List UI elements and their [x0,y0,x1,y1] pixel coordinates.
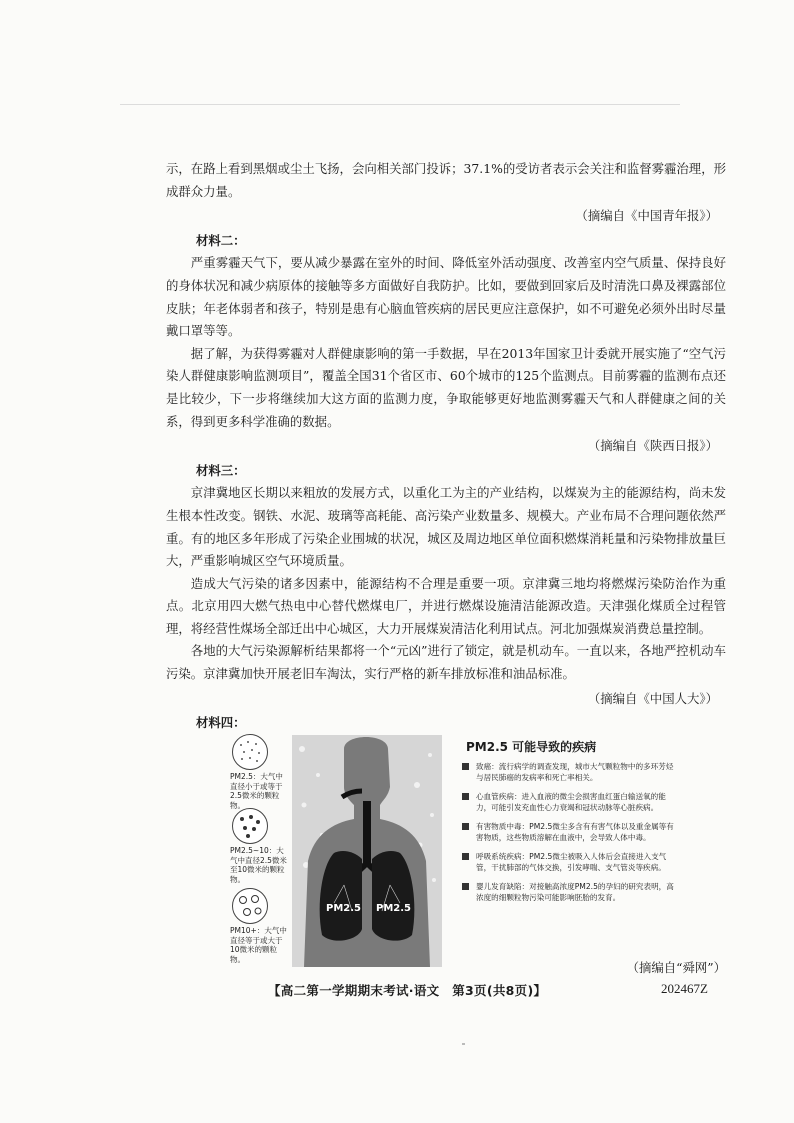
material-3-paragraph-1: 京津冀地区长期以来粗放的发展方式，以重化工为主的产业结构，以煤炭为主的能源结构，尚未发生根本性改变。钢铁、水泥、玻璃等高耗能、高污染产业数量多、规模大。产业布局不合理问题依然严重。有的地区多年形成了污染企业围城的状况，城区及周边地区单位面积燃煤消耗量和污染物排放量巨大，严重影响城区空气环境质量。 [166,485,726,569]
document-body [166,158,726,735]
footer-title: 【高二第一学期期末考试·语文 第3页(共8页)】 [268,983,547,998]
lung-label-left: PM2.5 [326,903,361,914]
disease-item-respiratory [458,851,678,873]
material-2-paragraph-1: 严重雾霾天气下，要从减少暴露在室外的时间、降低室外活动强度、改善室内空气质量、保持良好的身体状况和减少病原体的接触等多方面做好自我防护。比如，要做到回家后及时清洗口鼻及裸露部位皮肤；年老体弱者和孩子，特别是患有心脑血管疾病的居民更应注意保护，如不可避免必须外出时尽量戴口罩等等。 [166,255,726,339]
material-4-heading: 材料四： [196,715,246,731]
scan-top-line [120,104,680,105]
material-2-heading: 材料二： [196,232,246,248]
intro-paragraph: 示，在路上看到黑烟或尘土飞扬，会向相关部门投诉；37.1%的受访者表示会关注和监督雾霾治理，形成群众力量。 [166,161,726,199]
pm25-infographic [230,732,675,972]
fine-particle-circle [232,734,268,770]
bullet-icon [462,853,469,860]
source-citation-4: （摘编自“舜网”） [626,960,726,975]
material-2-paragraph-2: 据了解，为获得雾霾对人群健康影响的第一手数据，早在2013年国家卫计委就开展实施了“空气污染人群健康影响监测项目”，覆盖全国31个省区市、60个城市的125个监测点。目前雾霾的监测布点还是比较少，下一步将继续加大这方面的监测力度，争取能够更好地监测雾霾天气和人群健康之间的关系，得到更多科学准确的数据。 [166,345,726,429]
source-citation-2: （摘编自《陕西日报》） [587,438,718,454]
source-citation-1: （摘编自《中国青年报》） [575,208,718,224]
disease-item-birth-defect [458,881,678,903]
disease-list-panel [458,732,678,972]
disease-text: 呼吸系统疾病：PM2.5微尘被吸入人体后会直接进入支气管，干扰肺部的气体交换，引发哮喘、支气管炎等疾病。 [476,852,667,872]
source-citation-3: （摘编自《中国人大》） [587,690,718,706]
disease-item-poisoning [458,821,678,843]
bullet-icon [462,883,469,890]
disease-text: 婴儿发育缺陷：对接触高浓度PM2.5的孕妇的研究表明，高浓度的细颗粒物污染可能影响胚胎的发育。 [476,882,674,902]
material-3-paragraph-3: 各地的大气污染源解析结果都将一个“元凶”进行了锁定，就是机动车。一直以来，各地严控机动车污染。京津冀加快开展老旧车淘汰，实行严格的新车排放标准和油品标准。 [166,643,726,682]
bullet-icon [462,793,469,800]
lung-illustration [292,735,442,967]
page-footer [268,981,708,999]
coarse-particle-circle [232,888,268,924]
disease-text: 有害物质中毒：PM2.5微尘多含有有害气体以及重金属等有害物质，这些物质溶解在血液中，会导致人体中毒。 [476,822,674,842]
disease-item-cardiovascular [458,791,678,813]
lung-label-right: PM2.5 [376,903,411,914]
infographic-title: PM2.5 可能导致的疾病 [466,740,597,754]
particle-size-legend [230,732,288,972]
particle-caption-pm10plus: PM10+：大气中直径等于或大于10微米的颗粒物。 [230,926,287,964]
particle-caption-pm10: PM2.5~10：大气中直径2.5微米至10微米的颗粒物。 [230,846,287,884]
medium-particle-circle [232,808,268,844]
scan-speck [462,1043,465,1045]
particle-caption-pm25: PM2.5：大气中直径小于或等于2.5微米的颗粒物。 [230,772,283,810]
disease-text: 致癌：流行病学的调查发现，城市大气颗粒物中的多环芳烃与居民肺癌的发病率和死亡率相关。 [476,762,674,782]
footer-code: 202467Z [661,981,708,996]
material-3-paragraph-2: 造成大气污染的诸多因素中，能源结构不合理是重要一项。京津冀三地均将燃煤污染防治作为重点。北京用四大燃气热电中心替代燃煤电厂，并进行燃煤设施清洁能源改造。天津强化煤质全过程管理，将经营性煤场全部迁出中心城区，大力开展煤炭清洁化利用试点。河北加强煤炭消费总量控制。 [166,575,726,636]
disease-item-cancer [458,761,678,783]
material-3-heading: 材料三： [196,462,246,478]
disease-text: 心血管疾病：进入血液的微尘会损害血红蛋白输送氧的能力，可能引发充血性心力衰竭和冠状动脉等心脏疾病。 [476,792,666,812]
bullet-icon [462,823,469,830]
bullet-icon [462,763,469,770]
